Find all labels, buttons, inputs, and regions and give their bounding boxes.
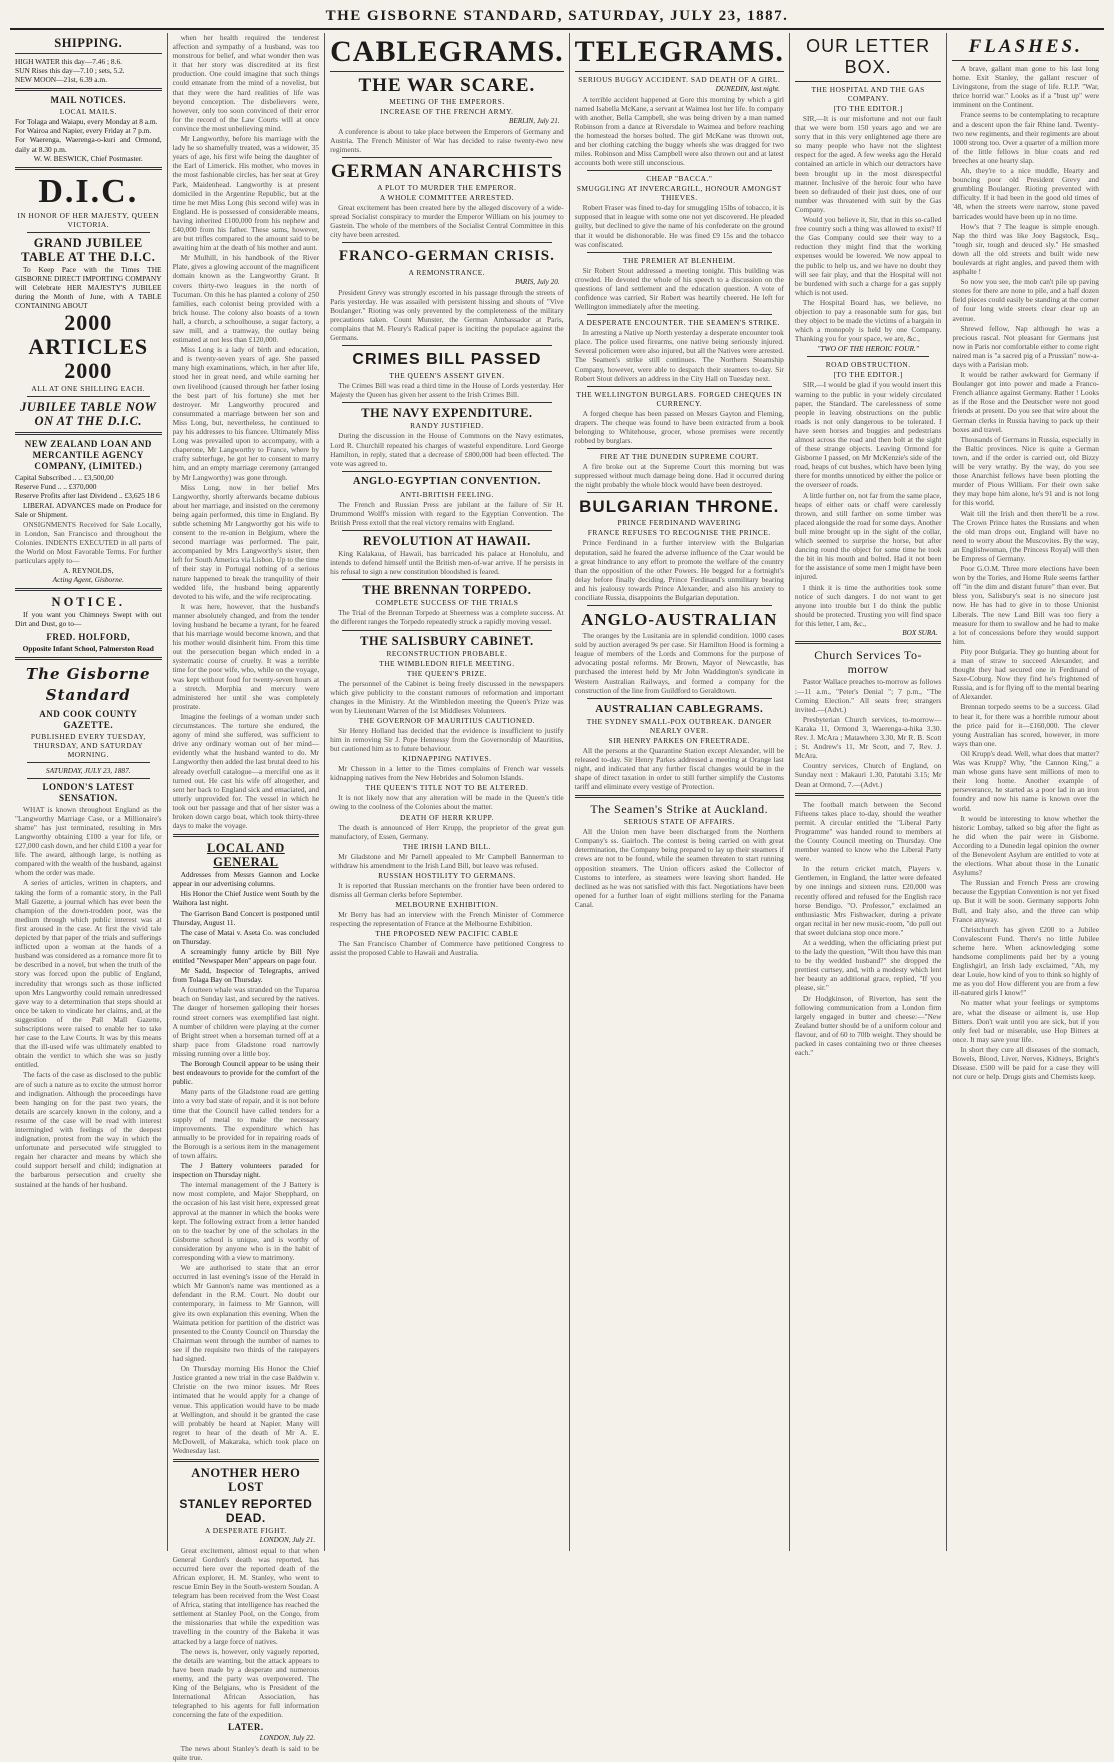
local-note: Addresses from Messrs Gannon and Locke appear in our advertising columns. xyxy=(172,870,320,889)
desperate-fight: A DESPERATE FIGHT. xyxy=(204,1526,287,1536)
reserve-line: Reserve Fund .. .. £370,000 xyxy=(15,482,97,492)
burglars-sub: THE WELLINGTON BURGLARS. FORGED CHEQUES IN CURRENCY. xyxy=(576,389,783,408)
mauritius-sub: THE GOVERNOR OF MAURITIUS CAUTIONED. xyxy=(358,715,536,725)
box-sura-signature: BOX SURA. xyxy=(902,628,938,637)
brennan-heading: THE BRENNAN TORPEDO. xyxy=(362,583,532,598)
columns xyxy=(10,33,1104,1762)
to-editor-2: [TO THE EDITOR.] xyxy=(833,370,903,380)
dunedin-date: DUNEDIN, last night. xyxy=(715,85,780,93)
dic-heading: D.I.C. xyxy=(38,172,139,210)
mail-line: For Wairoa and Napier, every Friday at 7 p.m. xyxy=(15,126,152,136)
local-note: A screamingly funny article by Bill Nye entitled "Newspaper Men" appears on page four. xyxy=(172,946,320,965)
published-line: PUBLISHED EVERY TUESDAY, THURSDAY, AND SATURDAY MORNING. xyxy=(30,731,146,759)
mail-line: For Waerenga, Waerenga-o-kuri and Ormond, daily at 8.30 p.m. xyxy=(15,135,162,154)
emperors-sub: MEETING OF THE EMPERORS. xyxy=(389,97,505,106)
agent-name: A. REYNOLDS, xyxy=(63,566,114,576)
queens-prize-sub: THE QUEEN'S PRIZE. xyxy=(406,668,487,678)
fire-sub: FIRE AT THE DUNEDIN SUPREME COURT. xyxy=(599,452,759,462)
encounter-sub: A DESPERATE ENCOUNTER. THE SEAMEN'S STRIKE. xyxy=(578,318,780,328)
bulgarian-heading: BULGARIAN THRONE. xyxy=(579,497,780,517)
melbourne-sub: MELBOURNE EXHIBITION. xyxy=(395,900,499,910)
holford-address: Opposite Infant School, Palmerston Road xyxy=(22,643,154,653)
masthead: THE GISBORNE STANDARD, SATURDAY, JULY 23, 1887. xyxy=(10,6,1104,30)
premier-sub: THE PREMIER AT BLENHEIM. xyxy=(623,255,736,265)
local-note: His Honor the Chief Justice went South by the Waihora last night. xyxy=(172,889,320,908)
aus-cables-heading: AUSTRALIAN CABLEGRAMS. xyxy=(595,702,764,715)
mail-line: W. W. BESWICK, Chief Postmaster. xyxy=(33,153,143,163)
mail-notices-heading: MAIL NOTICES. xyxy=(50,95,127,106)
hero-date: LONDON, July 21. xyxy=(259,1536,316,1545)
to-editor: [TO THE EDITOR.] xyxy=(833,104,903,113)
column-3: CABLEGRAMS. THE WAR SCARE. MEETING OF THE EMPERORS. INCREASE OF THE FRENCH ARMY. BERLIN, July 21. A conference is about to take place between the Emperors of Germany and Austria. The French Minister of War has decided to raise twenty-two new regiments. GERMAN ANARCHISTS A PLOT TO MURDER THE EMPEROR. A WHOLE COMMITTEE ARRESTED. Great excitement has been created here by the alleged discovery of a wide-spread Socialist conspiracy to murder the Emperor William on his journey to Gastein. The whole of the members of the Socialist Central Committee in this city have been arrested. FRANCO-GERMAN CRISIS. A REMONSTRANCE. PARIS, July 20. President Grevy was strongly escorted in his passage through the streets of Paris yesterday. He was assailed with persistent hissing and shouts of "Vive Boulanger." Rioting was only prevented by the completeness of the military precautions taken. Count Munster, the German Ambassador at Paris, complains that M. Fleury's Radical paper is inciting the populace against the Germans. CRIMES BILL PASSED THE QUEEN'S ASSENT GIVEN. The Crimes Bill was read a third time in the House of Lords yesterday. Her Majesty the Queen has given her assent to the Irish Crimes Bill. THE NAVY EXPENDITURE. RANDY JUSTIFIED. During the discussion in the House of Commons on the Navy estimates, Lord R. Churchill repeated his charges of wasteful expenditure. Lord George Hamilton, in reply, stated that a decrease of £800,000 had been effected. The vote was agreed to. ANGLO-EGYPTIAN CONVENTION. ANTI-BRITISH FEELING. The French and Russian Press are jubilant at the failure of Sir H. Drummond Wolff's mission with regard to the Egyptian Convention. The British Press extoll that the real victory remains with England. REVOLUTION AT HAWAII. King Kalakaua, of Hawaii, has barricaded his palace at Honolulu, and intends to defend himself until the British men-of-war arrive. If he persists in his refusal to sign a new constitution bloodshed is feared. THE BRENNAN TORPEDO. COMPLETE SUCCESS OF THE TRIALS The Trial of the Brennan Torpedo at Sheerness was a complete success. At the different ranges the Torpedo repeatedly struck a rapidly moving vessel. THE SALISBURY CABINET. RECONSTRUCTION PROBABLE. THE WIMBLEDON RIFLE MEETING. THE QUEEN'S PRIZE. The personnel of the Cabinet is being freely discussed in the newspapers which give publicity to the constant rumours of reformation and important changes in the Ministry. At the Wimbledon meeting the Queen's Prize was won by Lieutenant Warren of the 1st Middlesex Volunteers. THE GOVERNOR OF MAURITIUS CAUTIONED. Sir Henry Holland has decided that the evidence is insufficient to justify him in removing Sir J. Pope Hennessy from the Governorship of Mauritius, but cautioned him as to future behaviour. KIDNAPPING NATIVES. Mr Chesson in a letter to the Times complains of French war vessels kidnapping natives from the New Hebrides and Solomon Islands. THE QUEEN'S TITLE NOT TO BE ALTERED. It is not likely now that any alteration will be made in the Queen's title owing to the coolness of the Colonies about the matter. DEATH OF HERR KRUPP. The death is announced of Herr Krupp, the proprietor of the great gun manufactory, of Essen, Germany. THE IRISH LAND BILL. Mr Gladstone and Mr Parnell appealed to Mr Campbell Bannerman to withdraw his amendment to the Irish Land Bill, but leave was refused. RUSSIAN HOSTILITY TO GERMANS. It is reported that Russian merchants on the frontier have been ordered to dismiss all German clerks before September. MELBOURNE EXHIBITION. Mr Berry has had an interview with the French Minister of Commerce respecting the representation of France at the Melbourne Exhibition. THE PROPOSED NEW PACIFIC CABLE The San Francisco Chamber of Commerce have petitioned Congress to assist the proposed Cable to Hawaii and Australia. xyxy=(325,33,570,1551)
dic-sub: IN HONOR OF HER MAJESTY, QUEEN VICTORIA. xyxy=(17,210,160,229)
two-of-signature: "TWO OF THE HEROIC FOUR." xyxy=(817,344,919,354)
ferdinand-sub: PRINCE FERDINAND WAVERING xyxy=(617,518,742,528)
russian-sub: RUSSIAN HOSTILITY TO GERMANS. xyxy=(378,870,516,880)
shilling-line: ALL AT ONE SHILLING EACH. xyxy=(31,384,146,394)
articles-banner: 2000 ARTICLES 2000 xyxy=(28,310,149,384)
crisis-heading: FRANCO-GERMAN CRISIS. xyxy=(338,248,555,265)
reconstruction-sub: RECONSTRUCTION PROBABLE. xyxy=(386,648,508,658)
shipping-heading: SHIPPING. xyxy=(54,36,123,50)
france-refuses-sub: FRANCE REFUSES TO RECOGNISE THE PRINCE. xyxy=(587,528,771,538)
holford-name: FRED. HOLFORD, xyxy=(46,631,131,642)
anglo-aus-heading: ANGLO-AUSTRALIAN xyxy=(581,610,778,630)
berlin-date: BERLIN, July 21. xyxy=(508,117,560,125)
french-army-sub: INCREASE OF THE FRENCH ARMY. xyxy=(380,107,514,116)
smuggling-sub: SMUGGLING AT INVERCARGILL, HONOUR AMONGST THIEVES. xyxy=(576,184,782,203)
parkes-sub: SIR HENRY PARKES ON FREETRADE. xyxy=(608,735,751,745)
buggy-sub: SERIOUS BUGGY ACCIDENT. SAD DEATH OF A GIRL. xyxy=(578,75,781,84)
sensation-heading: LONDON'S LATEST SENSATION. xyxy=(42,781,135,803)
jubilee-now: JUBILEE TABLE NOW ON AT THE D.I.C. xyxy=(20,400,157,429)
smallpox-sub: THE SYDNEY SMALL-POX OUTBREAK. DANGER NEARLY OVER. xyxy=(586,716,772,735)
flashes-heading: FLASHES. xyxy=(968,36,1083,57)
anti-british-sub: ANTI-BRITISH FEELING. xyxy=(399,489,494,499)
arrested-sub: A WHOLE COMMITTEE ARRESTED. xyxy=(379,192,514,202)
plot-sub: A PLOT TO MURDER THE EMPEROR. xyxy=(377,182,517,192)
column-2: when her health required the tenderest affection and sympathy of a husband, was too monstrous for belief, and what wonder then was it that her story was discredited at its first production. One could imagine that such things could emanate from the mind of a novelist, but that they were the hard realities of life was beyond conception. The disbelievers were, however, only too soon convinced of their error for the record of the Law Courts will at once convince the most unbelieving mind. Mr Langworthy, before his marriage with the lady he so shamefully treated, was a widower, 35 years of age, his first wife being the daughter of the Earl of Limerick. His mother, who moves in the most fashionable circles, has her seat at Grey Park, Maidenhead. Langworthy is at present domiciled in the Argentine Republic, but at the time he met Miss Long (his second wife) was in England. He is possessed of considerable means, having inherited £100,000 from his nephew and £40,000 from his father. These sums, however, are but trifles compared to the amount said to be awaiting him at the death of his mother and aunt. Mr Mulhill, in his handbook of the River Plate, gives a glowing account of the magnificent domain known as the Langworthy Grant. It covers thirty-two leagues in the north of Tucuman. On this he has planted a colony of 250 families, each colonist being provided with a brick house. The colony also boasts of a town hall, a church, a schoolhouse, a sugar factory, a saw mill, and a tramway, the outlay being estimated at not less than £120,000. Miss Long is a lady of birth and education, and is twenty-seven years of age. She passed many high examinations, which, in her after life, stood her in great need, and while earning her own livelihood (caused through her father losing the best part of his fortune) she met her destroyer. Mr Langworthy procured and consummated a marriage between her son and Miss Long, but, nevertheless, he continued to pay his addresses to his fiancee. Ultimately Miss Long was prevailed upon to accompany, with a chaperone, Mr Langworthy to France, where by crafty subterfuge, he got her to consent to marry him, and an empty marriage ceremony (arranged by Mr Langworthy) was gone through. Miss Long, now in her belief Mrs Langworthy, shortly afterwards became dubious about her marriage, and insisted on the ceremony being again performed, this time in England. By subtle scheming Mr Langworthy got his wife to consent to the re-union in Belgium, where the second marriage was performed. The pair, accompanied by Mrs Langworthy's sister, then left for South America via Lisbon. Up to the time of their stay in Portugal nothing of a serious nature happened to break the tranquility of their wedded life, the husband being apparently devoted to his wife, and the wife reciprocating. It was here, however, that the husband's manner absolutely changed, and from the tender loving husband he became a tyrant, for he feared that his marriage would become known, and that his mother would disinherit him. From this time out the persecution began which ended in a systematic course of cruelty. It was a terrible time for the poor wife, who, while on the voyage, was kept without food for twenty-seven hours at a stretch. Morphia and mercury were administered her until she was completely prostrate. Imagine the feelings of a woman under such circumstances. The torture she endured, the agony of mind she suffered, was sufficient to drive any ordinary woman out of her mind—evidently what the husband wanted to do. Mr Langworthy then added the last brutal deed to his already overfull catalogue—a merciful one as it turned out. He cast his wife off altogether, and sent her back to England sick and emaciated, and utterly unprovided for. The vessel in which he took out her passage and that of her sister was a broken down cargo boat, which took thirty-three days to make the voyage. LOCAL AND GENERAL Addresses from Messrs Gannon and Locke appear in our advertising columns. His Honor the Chief Justice went South by the Waihora last night. The Garrison Band Concert is postponed until Thursday, August 11. The case of Matai v. Aseta Co. was concluded on Thursday. A screamingly funny article by Bill Nye entitled "Newspaper Men" appears on page four. Mr Sadd, Inspector of Telegraphs, arrived from Tolaga Bay on Thursday. A fourteen whale was stranded on the Tuparoa beach on Sunday last, and secured by the natives. The dauger of horsemen galloping their horses round street corners was exemplified last night. A number of children were playing at the corner of Bright street when a horseman turned off at a sharp pace from Gladstone road narrowly missing running over a little boy. The Borough Council appear to be using their best endeavours to provide for the comfort of the public. Many parts of the Gladstone road are getting into a very bad state of repair, and it is not before time that the Council have called tenders for a supply of metal to make the necessary improvements. The expenditure which has annually to be provided for in repairing roads of the Borough is a serious item in the management of town affairs. The J Battery volunteers paraded for inspection on Thursday night. The internal management of the J Battery is now most complete, and Major Shepphard, on the occasion of his last visit here, expressed great approval at the manner in which the books were kept. The following extract from a letter handed on to the teacher by one of the scholars in the Gisborne school is unique, and is worthy of consideration by anyone who is in the habit of corresponding with a view to matrimony. We are authorised to state that an error occurred in last evening's issue of the Herald in which Mr Gannon's name was mentioned as a defendant in the R.M. Court. No doubt our contemporary, in fairness to Mr Gannon, will give its own explanation this evening. When the Waimata petition for partition of the district was presented to the County Council on Thursday the Chairman went through the number of names to see if the requisite two thirds of the ratepayers had signed. On Thursday morning His Honor the Chief Justice granted a new trial in the case Baldwin v. Christie on the two minor issues. Mr Rees intimated that he would apply for a change of venue. This application would have to be made at Wellington, and should it be granted the case will probably be heard at Napier. Many will regret to hear of the death of Mr A. E. McDowell, of Makaraka, which took place on Wednesday last. ANOTHER HERO LOST STANLEY REPORTED DEAD. A DESPERATE FIGHT. LONDON, July 21. Great excitement, almost equal to that when General Gordon's death was reported, has occurred here over the reported death of the African explorer, H. M. Stanley, who went to rescue Emin Bey in the South-western Soudan. A telegram has been received from the West Coast of Africa, stating that intelligence has reached the settlement at Stanley Pool, on the Congo, from the missionaries that while the expedition was travelling in the country of the Bakeba it was attacked by a large force of natives. The news is, however, only vaguely reported, the details are wanting, but the attack appears to have been made by a desperate and numerous enemy, and the party was overpowered. The King of the Belgians, who is President of the International African Association, has telegraphed to his agents for full information concerning the fate of the expedition. LATER. LONDON, July 22. The news about Stanley's death is said to be quite true. xyxy=(168,33,326,1551)
navy-heading: THE NAVY EXPENDITURE. xyxy=(361,406,533,421)
anarchists-heading: GERMAN ANARCHISTS xyxy=(330,160,563,182)
paper-name: The Gisborne Standard xyxy=(25,664,151,704)
crimes-heading: CRIMES BILL PASSED xyxy=(352,351,542,369)
seamen-heading: The Seamen's Strike at Auckland. xyxy=(590,802,769,817)
trials-sub: COMPLETE SUCCESS OF THE TRIALS xyxy=(375,598,519,608)
serious-state-sub: SERIOUS STATE OF AFFAIRS. xyxy=(623,817,735,827)
cablegrams-heading: CABLEGRAMS. xyxy=(330,35,564,68)
remonstrance-sub: A REMONSTRANCE. xyxy=(408,268,486,278)
assent-sub: THE QUEEN'S ASSENT GIVEN. xyxy=(389,371,505,381)
shipping-line: HIGH WATER this day—7.46 ; 8.6. xyxy=(15,57,123,66)
local-note: Mr Sadd, Inspector of Telegraphs, arrived from Tolaga Bay on Thursday. xyxy=(172,966,320,985)
mail-sub: LOCAL MAILS. xyxy=(59,107,117,117)
notice-heading: NOTICE. xyxy=(51,595,125,610)
mail-line: For Tolaga and Waiapu, every Monday at 8 a.m. xyxy=(15,117,158,127)
road-sub: ROAD OBSTRUCTION. xyxy=(825,360,911,370)
shipping-line: SUN Rises this day—7.10 ; sets, 5.2. xyxy=(15,66,125,76)
agent-title: Acting Agent, Gisborne. xyxy=(52,575,124,585)
bacca-sub: CHEAP "BACCA." xyxy=(646,174,713,184)
randy-sub: RANDY JUSTIFIED. xyxy=(410,421,484,431)
hawaii-heading: REVOLUTION AT HAWAII. xyxy=(362,534,531,549)
later-date: LONDON, July 22. xyxy=(259,1734,316,1743)
church-heading: Church Services To-morrow xyxy=(814,648,923,677)
local-note: The case of Matai v. Aseta Co. was concluded on Thursday. xyxy=(172,927,320,946)
profits-line: Reserve Profits after last Dividend .. £3,625 18 6 xyxy=(15,491,160,501)
irish-land-sub: THE IRISH LAND BILL. xyxy=(402,841,491,851)
salisbury-heading: THE SALISBURY CABINET. xyxy=(360,633,534,648)
local-note: The Borough Council appear to be using their best endeavours to provide for the comfort of the public. xyxy=(172,1059,320,1087)
column-1: SHIPPING. HIGH WATER this day—7.46 ; 8.6. SUN Rises this day—7.10 ; sets, 5.2. NEW MOON—21st, 6.39 a.m. MAIL NOTICES. LOCAL MAILS. For Tolaga and Waiapu, every Monday at 8 a.m. For Wairoa and Napier, every Friday at 7 p.m. For Waerenga, Waerenga-o-kuri and Ormond, daily at 8.30 p.m. W. W. BESWICK, Chief Postmaster. D.I.C. IN HONOR OF HER MAJESTY, QUEEN VICTORIA. GRAND JUBILEE TABLE AT THE D.I.C. To Keep Pace with the Times THE GISBORNE DIRECT IMPORTING COMPANY will Celebrate HER MAJESTY'S JUBILEE during the Month of June, with A TABLE CONTAINING ABOUT 2000 ARTICLES 2000 ALL AT ONE SHILLING EACH. JUBILEE TABLE NOW ON AT THE D.I.C. NEW ZEALAND LOAN AND MERCANTILE AGENCY COMPANY, (LIMITED.) Capital Subscribed .. .. £3,500,00 Reserve Fund .. .. £370,000 Reserve Profits after last Dividend .. £3,625 18 6 LIBERAL ADVANCES made on Produce for Sale or Shipment. ONSIGNMENTS Received for Sale Locally, in London, San Francisco and throughout the Colonies. INDENTS EXECUTED in all parts of the World on Most Favorable Terms. For further particulars apply to— A. REYNOLDS, Acting Agent, Gisborne. NOTICE. If you want you Chimneys Swept with out Dirt and Dust, go to— FRED. HOLFORD, Opposite Infant School, Palmerston Road The Gisborne Standard AND COOK COUNTY GAZETTE. PUBLISHED EVERY TUESDAY, THURSDAY, AND SATURDAY MORNING. SATURDAY, JULY 23, 1887. LONDON'S LATEST SENSATION. WHAT is known throughout England as the "Langworthy Marriage Case, or a Millionaire's shame" has just terminated, resulting in Mrs Langworthy obtaining £100 a year for life, or £27,000 cash down, and her child £100 a year for life. The award, although large, is nothing as compared with the wealth of the husband, against whom the order was made. A series of articles, written in chapters, and taking the form of a romantic story, in the Pall Mall Gazette, a journal which has ever been the champion of the down-trodden poor, was the medium through which public interest was at first aroused in the case. At first the vivid tale depicted by that paper of the trials and sufferings inflicted upon a woman at the hands of a husband was considered as a romance more fit to be described in a novel, but when the truth of the story was forced upon the public of England, incredulity that wrongs such as those inflicted upon Mrs Langworthy could remain unredressed gave way to a determination that steps should at once be taken to vindicate her claims, and, at the suggestion of the Pall Mall Gazette, subscriptions were raised to enable her to take her case to the Law Courts. It was by this means that the ill-used wife was ultimately enabled to obtain the verdict to which she was so justly entitled. The facts of the case as disclosed to the public are of such a nature as to excite the utmost horror and indignation. Although the proceedings have been hanging on for the past two years, the details are scarcely known in the colony, and a resume of the case will be read with interest intermingled with feelings of the deepest indignation, protest from the way in which the unfortunate and persecuted wife struggled to regain her character and means by which she could support herself and child; indignation at the barbarous persecution and cruelty she sustained at the hands of her husband. xyxy=(10,33,168,1551)
queens-title-sub: THE QUEEN'S TITLE NOT TO BE ALTERED. xyxy=(365,783,529,793)
kidnapping-sub: KIDNAPPING NATIVES. xyxy=(402,754,492,764)
paris-date: PARIS, July 20. xyxy=(515,278,560,287)
krupp-sub: DEATH OF HERR KRUPP. xyxy=(400,812,494,822)
local-note: The J Battery volunteers paraded for inspection on Thursday night. xyxy=(172,1161,320,1180)
anglo-egypt-heading: ANGLO-EGYPTIAN CONVENTION. xyxy=(352,475,541,487)
jubilee-heading: GRAND JUBILEE TABLE AT THE D.I.C. xyxy=(21,235,156,264)
hospital-sub: THE HOSPITAL AND THE GAS COMPANY. xyxy=(811,85,925,103)
nz-loan-heading: NEW ZEALAND LOAN AND MERCANTILE AGENCY COMPANY, (LIMITED.) xyxy=(24,439,152,472)
later-heading: LATER. xyxy=(228,1722,264,1733)
letter-box-heading: OUR LETTER BOX. xyxy=(806,36,931,77)
notice-text: If you want you Chimneys Swept with out Dirt and Dust, go to— xyxy=(15,610,162,629)
wimbledon-sub: THE WIMBLEDON RIFLE MEETING. xyxy=(379,658,515,668)
column-6: FLASHES. A brave, gallant man gone to his last long home. Exit Stanley, the gallant rescuer of Livingstone, from the stage of life. R.I.P. "War, thrice horrid war." Looks as if a "bust up" were imminent on the Continent. France seems to be contemplating to recapture and a descent upon the fair Rhine land. Twenty-two new regiments, and their regiments are about 1000 strong too. Over a quarter of a million more of the little fellows in blue coats and red breeches at one hearty slap. Ah, they're to a nice muddle, Hearty and bouncing poor old President Grevy and grumbling Boulanger. Rioting prevented with difficulty. If it had been in the good old times of '48, when the streets were narrow, stone paved barricades would have been up in no time. How's that ? The league is simple enough. Nap the third was like Joey Bagstock, Esq., "tough sir, tough and deuced sly." He smashed down all the old streets and built wide new boulevards at right angles, and paved them with asphalte ! So now you see, the mob can't pile up paving stones for there are none to pile, and a half dozen field pieces could easily be standing at the corner of four long wide streets clear clear up an avenue. Shrewd fellow, Nap although he was a precious rascal. Not pleasant for Germans just now in Paris nor comfortable either to come right naired man is "a sacred pig of a Prussian" now-a-days with a Parisian mob. It would be rather awkward for Germany if Boulanger got into power and made a Franco-French alliance against Germany. Rather ! Looks as if the Rose and the Deutscher were not good friends at present. Do you see that wire about the German clerks in Russia having to pack up their boxes and travel. Thousands of Germans in Russia, especially in the Baltic provinces. Nice is quite a German town, and if the order is carried out, old Bizzy will be very wrathy. By the way, do you see those Anarchist fellows have been plotting the murder of Pious William. For their own sake they may hope him alone, he's 91 and is not long for this world. Wait till the Irish and then there'll be a row. The Crown Prince hates the Russians and when the old man drops out, England will have no need to worry about the Muscovites. By the way, an Englishwoman, (the Princess Royal) will then be Empress of Germany. Poor G.O.M. Three more elections have been won by the Tories, and Home Rule seems farther off "in the dim and distant future" than ever. But bless you, Salisbury's seat is no sinecure just now. He has had to give in to those Unionist Liberals. The new Land Bill was too fiery a measure for them to swallow and he had to make a lot of concessions before they would support him. Pity poor Bulgaria. They go hunting about for a man of straw to succeed Alexander, and thought they had secured one in Ferdinand of Saxe-Coburg. Now they find he's frightened of Russia, and is for flying off to the mental bearing of Alexander. Brennan torpedo seems to be a success. Glad to hear it, for there was a horrible rumour about the price paid for it—£160,000. The clever young Australian has scored, however, in more ways than one. Oil Krupp's dead. Well, what does that matter? Was was Krupp? Why, "the Cannon King," a man whose guns have sent millions of men to their long home. Another example of perseverance, he started as a poor lad in an iron foundry and now his name is known over the world. It would be interesting to know whether the historic Lombay, talked so big after the fight as he did when the pair were in Gisborne. According to a Dunedin legal opinion the owner of the Benevolent Asylum are entitled to vote at the elections. What about those in the Lunatic Asylums? The Russian and French Press are crowing because the Egyptian Convention is not yet fixed up. But it will be soon. Germany supports John Bull, and Italy also, and the three can whip France anyway. Christchurch has given £200 to a Jubilee Convalescent Fund. There's no little Jubilee scheme here. When acknowledging some handsome compliments paid her by a young Englishgirl, an Irish lady exclaimed, "Ah, my dear Louie, how kind of you to think so highly of me as you do! How different you are from a few ill-natured girls I know!" No matter what your feelings or symptoms are, what the disease or ailment is, use Hop Bitters. Don't wait until you are sick, but if you only feel bad or miserable, use Hop Bitters at once. It may save your life. In short they cure all diseases of the stomach, Bowels, Blood, Liver, Nerves, Kidneys, Bright's Disease. £500 will be paid for a case they will not cure or help. Drugs gists and Chemists keep. xyxy=(952,36,1099,1082)
local-general-heading: LOCAL AND GENERAL xyxy=(206,841,285,870)
war-scare-heading: THE WAR SCARE. xyxy=(358,75,536,96)
advances-text: LIBERAL ADVANCES made on Produce for Sale or Shipment. xyxy=(15,500,162,519)
capital-line: Capital Subscribed .. .. £3,500,00 xyxy=(15,473,114,483)
stanley-heading: STANLEY REPORTED DEAD. xyxy=(179,1497,313,1526)
pacific-cable-sub: THE PROPOSED NEW PACIFIC CABLE xyxy=(375,929,519,939)
hero-heading: ANOTHER HERO LOST xyxy=(191,1466,301,1495)
local-note: The Garrison Band Concert is postponed until Thursday, August 11. xyxy=(172,908,320,927)
shipping-line: NEW MOON—21st, 6.39 a.m. xyxy=(15,75,108,85)
issue-date: SATURDAY, JULY 23, 1887. xyxy=(45,765,131,775)
paper-sub: AND COOK COUNTY GAZETTE. xyxy=(39,708,138,730)
jubilee-text: To Keep Pace with the Times THE GISBORNE DIRECT IMPORTING COMPANY will Celebrate HER MAJESTY'S JUBILEE during the Month of June, with A TABLE CONTAINING ABOUT xyxy=(15,264,162,311)
column-5: OUR LETTER BOX. THE HOSPITAL AND THE GAS COMPANY. [TO THE EDITOR.] SIR,—It is our misfortune and not our fault that we were born 150 years ago and we are sorry that in this very enlightened age there are so many people who have not the slightest respect for the aged. A few weeks ago the Herald contained an article in which our detractors have been brought up in the most disrespectful manner. Inclusive of the heroic four who have been so defrauded of their just dues, one of our number was threatened with suit by the Gas Company. Would you believe it, Sir, that in this so-called free country such a thing was allowed to exist? If the Gas Company could see their way to a reduction they might find that the working expenses would be lowered. We now appeal to the public to help us, and we have no doubt they will see fair play, and that the Hospital will not be burdened with such a charge for a gas supply which is not used. The Hospital Board has, we believe, no objection to pay a reasonable sum for gas, but they object to be made the victims of a bargain in which a monopoly is held by one Company. Thanking you for your space, we are, &c., "TWO OF THE HEROIC FOUR." ROAD OBSTRUCTION. [TO THE EDITOR.] SIR,—I would be glad if you would insert this warning to the public in your widely circulated paper, the Standard. The carelessness of some people in leaving obstructions on the public roads is not only dangerous to be tolerated. I have seen horses and buggies and pedestrians almost across the road and then bolt at the sight of these strange objects. Leaving Ormond for Gisborne I passed, on Mr McKenzie's side of the road, heaps of cut bushes, which have been lying there for months unnoticed by either the police or the overseer of roads. A little further on, not far from the same place, heaps of either oats or chaff were carelessly thrown, and still farther on some timber was placed alongside the road for some days. Another bull mine brought up in the sight of the collar, which seemed to surprise the horse, but after dancing round the object for some time he took the bit in his mouth and bolted. Had it not been for the assistance of some men I might have been injured. I think it is time the authorities took some notice of such dangers. I do not want to get anyone into trouble but I do think the public should be protected. Trusting you will find space for this letter, I am, &c., BOX SURA. Church Services To-morrow Pastor Wallace preaches to-morrow as follows :—11 a.m., "Peter's Denial "; 7 p.m., "The Coming Election." All seats free; strangers invited.—(Advt.) Presbyterian Church services, to-morrow—Karaka 11, Ormond 3, Waerenga-a-hika 3.30. Rev. J. McAra ; Matawhero 3.30, Mr R. B. Scott ; St. Andrew's 11, Mr Scott, and 7, Rev. J. McAra. Country services, Church of England, on Sunday next : Makauri 1.30, Patutahi 3.15; Mr Dean at Ormond, 7.—(Advt.) The football match between the Second Fifteens takes place to-day, should the weather permit. A circular entitled the "Liberal Party Programme" was handed round to members at the County Council meeting on Thursday. One member wanted to know who the Liberal Party were. In the return cricket match, Players v. Gentlemen, in England, the latter were defeated by one innings and sixteen runs. £20,000 was recently offered and refused for the English race horse Bendigo. "O. Professor," exclaimed an enthusiastic Mrs Fishwacker, during a private organ recital in her new music-room, "do pull out that sweet dulciana stop once more." At a wedding, when the officiating priest put to the lady the question, "Wilt thou have this man to be thy wedded husband?" she dropped the prettiest curtsey, and, with a modesty which lent her beauty an additional grace, replied, "If you please, sir." Dr Hodgkinson, of Riverton, has sent the following communication from a London firm largely engaged in butter and cheese:—"New Zealand butter should be of a uniform colour and flavour, and of 60 to 70lb weight. They should be packed in cases containing two or three cheeses each." xyxy=(790,33,948,1551)
telegrams-heading: TELEGRAMS. xyxy=(574,35,784,68)
column-4: TELEGRAMS. SERIOUS BUGGY ACCIDENT. SAD DEATH OF A GIRL. DUNEDIN, last night. A terrible accident happened at Gore this morning by which a girl named Isabella McKane, a servant at Waimea lost her life. In company with another, Bella Campbell, she was being driven by a man named Robinson from a dance at Riversdale to Waimea and before reaching the homestead the horses bolted. The girl McKane was thrown out, and her clothing catching the buggy wheels she was dragged for two miles. Robinson and Miss Campbell were also thrown out and at latest accounts both were still unconscious. CHEAP "BACCA." SMUGGLING AT INVERCARGILL, HONOUR AMONGST THIEVES. Robert Fraser was fined to-day for smuggling 15lbs of tobacco, it is supposed that in league with some one not yet discovered. He pleaded guilty, but declined to give the name of his confederate on the ground that it would be dishonorable. He was fined £9 15s and the tobacco was confiscated. THE PREMIER AT BLENHEIM. Sir Robert Stout addressed a meeting tonight. This building was crowded. He devoted the whole of his speech to a discussion on the questions of land settlement and the education question. A vote of confidence was carried, Sir Robert was heartily cheered. He left for Wellington immediately after the meeting. A DESPERATE ENCOUNTER. THE SEAMEN'S STRIKE. In arresting a Native up North yesterday a desperate encounter took place. The police used firearms, one native being seriously injured. Several policemen were also injured, but all the Natives were arrested. The Seamen's strike still continues. The Northern Steamship Company, however, were able to despatch their steamers to-day. Sir Robert Stout delivers an address in the City Hall on Tuesday next. THE WELLINGTON BURGLARS. FORGED CHEQUES IN CURRENCY. A forged cheque has been passed on Messrs Gayton and Fleming, drapers. The cheque was found to have been extracted from a book belonging to Whitehouse, grocer, whose premises were recently robbed by burglars. FIRE AT THE DUNEDIN SUPREME COURT. A fire broke out at the Supreme Court this morning but was suppressed without much damage being done. Had it occurred during the night probably the whole block would have been destroyed. BULGARIAN THRONE. PRINCE FERDINAND WAVERING FRANCE REFUSES TO RECOGNISE THE PRINCE. Prince Ferdinand in a further interview with the Bulgarian deputation, said he feared the adverse influence of the Czar would be a great hindrance to any effort to promote the welfare of the country than the opposition of the other Powers. He begged for a fortnight's delay before finally deciding. Prince Ferdinand's unmilitary bearing and his jealousy towards Prince Alexander, and also his anxiety to conciliate Russia, disappoints the Bulgarian deputation. ANGLO-AUSTRALIAN The oranges by the Lusitania are in splendid condition. 1000 cases sold by auction averaged 9s per case. Sir Hamilton Hood is forming a league of members of the Lords and Commons for the purpose of advocating postal reforms. Mr Brown, Mayor of Newcastle, has purchased the interest held by Mr John Waddington's syndicate in Western Australian Railways, and formed a company for the construction of the line from Guildford to Geraldtown. AUSTRALIAN CABLEGRAMS. THE SYDNEY SMALL-POX OUTBREAK. DANGER NEARLY OVER. SIR HENRY PARKES ON FREETRADE. All the persons at the Quarantine Station except Alexander, will be released to-day. Sir Henry Parkes addressed a meeting at Orange last night, and indicated that any further fiscal changes would be in the shape of direct taxation in order to still further simplify the Customs tariff and eliminate every vestige of Protection. The Seamen's Strike at Auckland. SERIOUS STATE OF AFFAIRS. All the Union men have been discharged from the Northern Company's ss. Gairloch. The contest is being carried on with great determination, the Company being prepared to lay up their steamers if crews are not to be found, while the seamen threaten to start running opposition steamers. The Union officers asked the Collector of Customs to interfere, as steamers were leaving short handed. He declined as he was not satisfied with this fact. Negotiations have been opened for a further loan of eight millions sterling for the Panama Canal. xyxy=(570,33,790,1551)
